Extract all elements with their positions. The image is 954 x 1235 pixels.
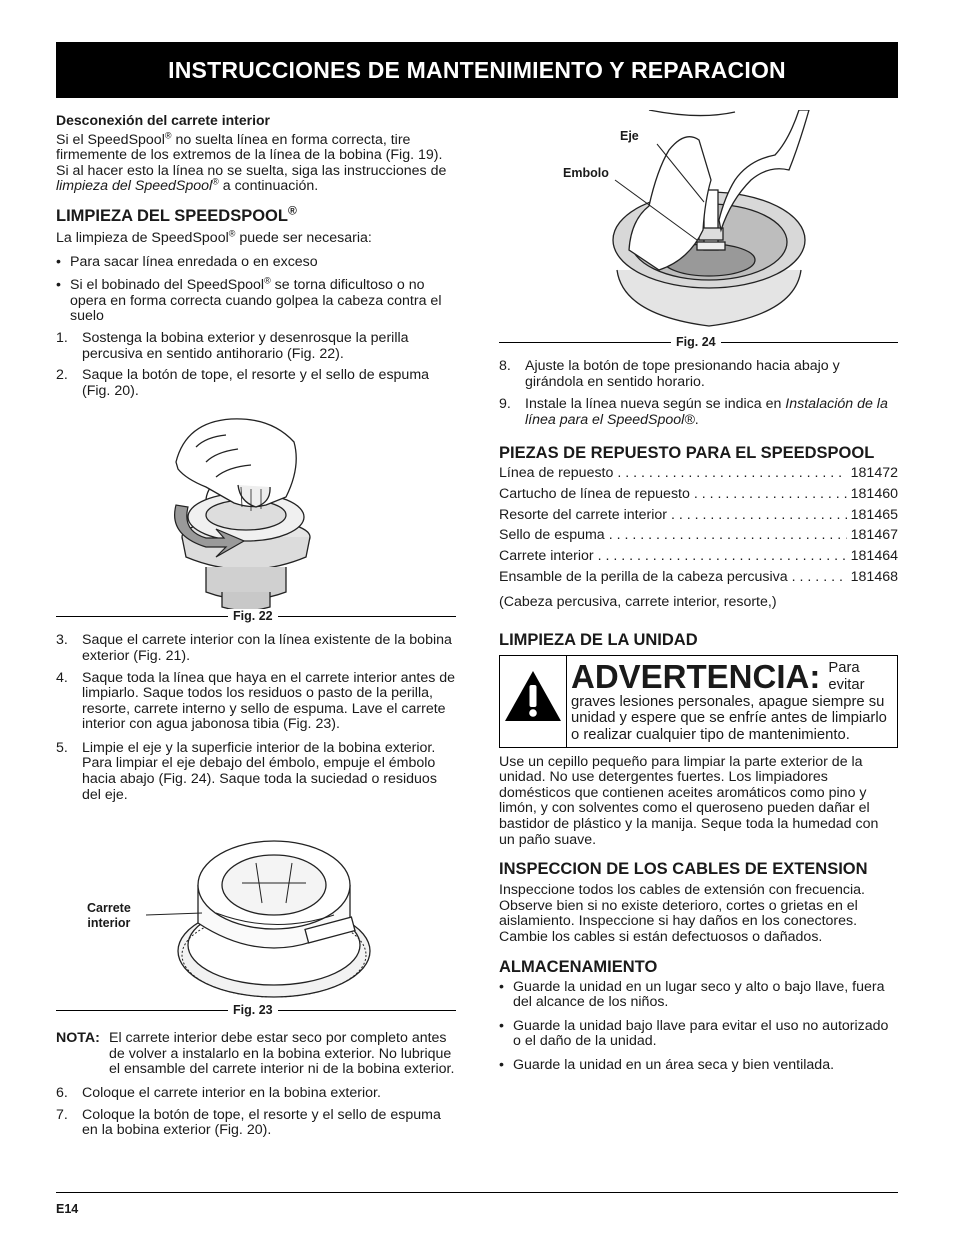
fig24-label-eje: Eje bbox=[620, 129, 639, 143]
emphasis-text: limpieza del SpeedSpool bbox=[56, 178, 213, 195]
part-name: Línea de repuesto bbox=[499, 465, 614, 482]
registered-mark: ® bbox=[287, 203, 297, 218]
page-number: E14 bbox=[56, 1202, 79, 1216]
steps-8-9 bbox=[499, 359, 898, 428]
fig23-callout bbox=[87, 901, 131, 931]
dot-leader bbox=[609, 528, 847, 544]
warning-text: Para evitar graves lesiones personales, apague siempre su unidad y espere que se enfríe antes de limpiarlo o realizar cualquier tipo de mantenimiento. bbox=[571, 660, 887, 743]
part-name: Carrete interior bbox=[499, 548, 594, 565]
list-item bbox=[56, 255, 456, 271]
nota-label: NOTA: bbox=[56, 1030, 100, 1047]
bullet-mark: • bbox=[56, 277, 61, 294]
step-number: 7. bbox=[56, 1106, 68, 1123]
step-text: Saque el carrete interior con la línea existente de la bobina exterior (Fig. 21). bbox=[82, 632, 452, 664]
page-title: INSTRUCCIONES DE MANTENIMIENTO Y REPARACION bbox=[168, 56, 786, 83]
part-number: 181464 bbox=[850, 548, 898, 565]
emphasis-text: Instalación de la línea para el SpeedSpool® bbox=[525, 396, 888, 428]
spool-shaft-illustration bbox=[499, 110, 898, 336]
step-number: 8. bbox=[499, 358, 511, 374]
list-item bbox=[499, 397, 898, 428]
step-number: 1. bbox=[56, 329, 68, 346]
steps-1-2 bbox=[56, 331, 456, 399]
fig23-caption: Fig. 23 bbox=[228, 1003, 278, 1017]
step-number: 4. bbox=[56, 669, 68, 686]
list-item bbox=[56, 633, 456, 664]
text-run: . bbox=[694, 411, 699, 428]
part-row bbox=[499, 570, 898, 591]
warning-box bbox=[499, 655, 898, 748]
step-number: 9. bbox=[499, 396, 511, 413]
registered-mark: ® bbox=[228, 228, 236, 239]
step-number: 5. bbox=[56, 739, 68, 756]
text-run: no suelta línea en forma correcta, tire firmemente de los extremos de la línea de la bobina (Fig. 19). Si al hacer esto la línea no se suelta, siga las instrucciones de bbox=[56, 131, 447, 179]
bullet-mark: • bbox=[499, 1017, 504, 1034]
nota-block bbox=[56, 1031, 456, 1078]
text-run: puede ser necesaria: bbox=[235, 229, 372, 246]
cables-paragraph: Inspeccione todos los cables de extensión con frecuencia. Observe bien si no existe deterioro, cortes o grietas en el aislamiento. Inspeccione si hay daños en los conectores. Cambie los cables si están defectuosos o dañados. bbox=[499, 882, 865, 945]
dot-leader bbox=[671, 508, 847, 524]
limpieza-bullets bbox=[56, 255, 456, 325]
list-item-text: Guarde la unidad en un lugar seco y alto o bajo llave, fuera del alcance de los niños. bbox=[513, 978, 885, 1011]
list-item bbox=[56, 1108, 456, 1139]
list-item-text: Guarde la unidad bajo llave para evitar el uso no autorizado o el daño de la unidad. bbox=[513, 1017, 889, 1050]
list-item bbox=[56, 671, 456, 733]
part-number: 181467 bbox=[850, 527, 898, 544]
list-item-text: Para sacar línea enredada o en exceso bbox=[70, 253, 318, 270]
right-column bbox=[499, 359, 898, 1074]
step-text: Limpie el eje y la superficie interior de la bobina exterior. Para limpiar el eje debajo del émbolo, empuje el émbolo hacia abajo (Fig. 24). Saque toda la suciedad o residuos del eje. bbox=[82, 739, 437, 803]
unidad-paragraph: Use un cepillo pequeño para limpiar la parte exterior de la unidad. No use detergentes fuertes. Los limpiadores domésticos que contienen aceites aromáticos como pino y limón, y con solventes como el queroseno pueden dañar el bastidor de plástico y la manija. Seque toda la humedad con un paño suave. bbox=[499, 753, 879, 848]
part-name: Resorte del carrete interior bbox=[499, 506, 667, 523]
part-number: 181465 bbox=[850, 506, 898, 523]
dot-leader bbox=[694, 487, 847, 503]
section-banner bbox=[56, 42, 898, 98]
bullet-mark: • bbox=[499, 978, 504, 995]
part-row bbox=[499, 466, 898, 487]
part-name: Cartucho de línea de repuesto bbox=[499, 486, 690, 503]
limpieza-speedspool-heading bbox=[56, 203, 456, 225]
list-item bbox=[499, 359, 898, 390]
dot-leader bbox=[617, 466, 846, 482]
callout-text: Carrete bbox=[87, 901, 131, 916]
fig22-caption: Fig. 22 bbox=[228, 609, 278, 623]
list-item bbox=[56, 368, 456, 399]
part-number: 181460 bbox=[850, 486, 898, 503]
parts-heading: PIEZAS DE REPUESTO PARA EL SPEEDSPOOL bbox=[499, 444, 875, 463]
list-item bbox=[56, 275, 456, 325]
registered-mark: ® bbox=[212, 176, 219, 187]
part-name: Sello de espuma bbox=[499, 527, 605, 544]
step-text: Ajuste la botón de tope presionando hacia abajo y girándola en sentido horario. bbox=[525, 358, 840, 390]
almacenamiento-bullets bbox=[499, 980, 898, 1074]
part-row bbox=[499, 528, 898, 549]
list-item bbox=[56, 331, 456, 362]
fig24-caption-rule bbox=[499, 335, 898, 349]
limpieza-intro bbox=[56, 228, 456, 247]
bullet-mark: • bbox=[499, 1056, 504, 1073]
list-item bbox=[499, 1058, 898, 1074]
callout-text: interior bbox=[87, 916, 131, 931]
part-row bbox=[499, 508, 898, 529]
warning-icon-cell bbox=[500, 656, 567, 747]
parts-list bbox=[499, 466, 898, 590]
unidad-heading: LIMPIEZA DE LA UNIDAD bbox=[499, 631, 698, 650]
desconexion-heading: Desconexión del carrete interior bbox=[56, 112, 270, 128]
warning-text-cell bbox=[567, 656, 897, 747]
part-number: 181472 bbox=[850, 465, 898, 482]
fig24-illustration bbox=[499, 110, 898, 336]
fig24-caption: Fig. 24 bbox=[671, 335, 721, 349]
part-number: 181468 bbox=[850, 568, 898, 585]
step-number: 3. bbox=[56, 632, 68, 649]
part-row bbox=[499, 549, 898, 570]
nota-text: El carrete interior debe estar seco por completo antes de volver a instalarlo en la bobina exterior. No lubrique el ensamble del carrete interior ni de la bobina exterior. bbox=[109, 1030, 455, 1078]
step-text: Coloque la botón de tope, el resorte y el sello de espuma en la bobina exterior (Fig. 20). bbox=[82, 1106, 441, 1139]
text-run: se torna dificultoso o no opera en forma correcta cuando golpea la cabeza contra el suelo bbox=[70, 277, 442, 325]
step-number: 2. bbox=[56, 367, 68, 384]
part-name: Ensamble de la perilla de la cabeza percusiva bbox=[499, 568, 788, 585]
steps-3-5 bbox=[56, 633, 456, 803]
dot-leader bbox=[792, 570, 847, 586]
heading-text: LIMPIEZA DEL SPEEDSPOOL bbox=[56, 206, 288, 225]
list-item bbox=[499, 980, 898, 1011]
warning-title: ADVERTENCIA: bbox=[571, 658, 821, 696]
almacenamiento-heading: ALMACENAMIENTO bbox=[499, 957, 658, 976]
part-row bbox=[499, 487, 898, 508]
fig23-caption-rule bbox=[56, 1003, 456, 1017]
text-run: La limpieza de SpeedSpool bbox=[56, 229, 229, 246]
registered-mark: ® bbox=[164, 129, 172, 140]
desconexion-paragraph bbox=[56, 129, 456, 195]
registered-mark: ® bbox=[264, 275, 271, 286]
text-run: Si el bobinado del SpeedSpool bbox=[70, 277, 265, 294]
fig23-leader-line bbox=[146, 905, 206, 925]
step-text: Sostenga la bobina exterior y desenrosque la perilla percusiva en sentido antihorario (Fig. 22). bbox=[82, 329, 409, 362]
text-run: a continuación. bbox=[218, 178, 319, 195]
fig22-caption-rule bbox=[56, 609, 456, 623]
fig24-label-embolo: Embolo bbox=[563, 166, 609, 180]
list-item-text: Guarde la unidad en un área seca y bien ventilada. bbox=[513, 1056, 835, 1073]
list-item bbox=[499, 1019, 898, 1050]
dot-leader bbox=[598, 549, 847, 565]
fig23-illustration bbox=[56, 823, 456, 1009]
footer-rule bbox=[56, 1192, 898, 1193]
step-text: Saque toda la línea que haya en el carrete interior antes de limpiarlo. Saque todos los residuos o pasto de la perilla, resorte, carrete interno y sello de espuma. Lave el carrete interior con agua jabonosa tibia (Fig. 23). bbox=[82, 669, 456, 733]
text-run: Instale la línea nueva según se indica en bbox=[525, 396, 786, 413]
list-item bbox=[56, 1086, 456, 1102]
fig22-illustration bbox=[56, 407, 456, 613]
list-item bbox=[56, 741, 456, 803]
parts-note: (Cabeza percusiva, carrete interior, resorte,) bbox=[499, 593, 777, 610]
warning-triangle-icon bbox=[504, 670, 562, 722]
cables-heading: INSPECCION DE LOS CABLES DE EXTENSION bbox=[499, 860, 868, 879]
trimmer-head-unscrew-illustration bbox=[56, 407, 456, 613]
steps-6-7 bbox=[56, 1086, 456, 1139]
left-column bbox=[56, 113, 456, 1139]
bullet-mark: • bbox=[56, 253, 61, 270]
step-text: Saque la botón de tope, el resorte y el sello de espuma (Fig. 20). bbox=[82, 367, 430, 399]
text-run: Si el SpeedSpool bbox=[56, 131, 165, 148]
step-number: 6. bbox=[56, 1085, 68, 1102]
step-text: Coloque el carrete interior en la bobina exterior. bbox=[82, 1085, 381, 1102]
